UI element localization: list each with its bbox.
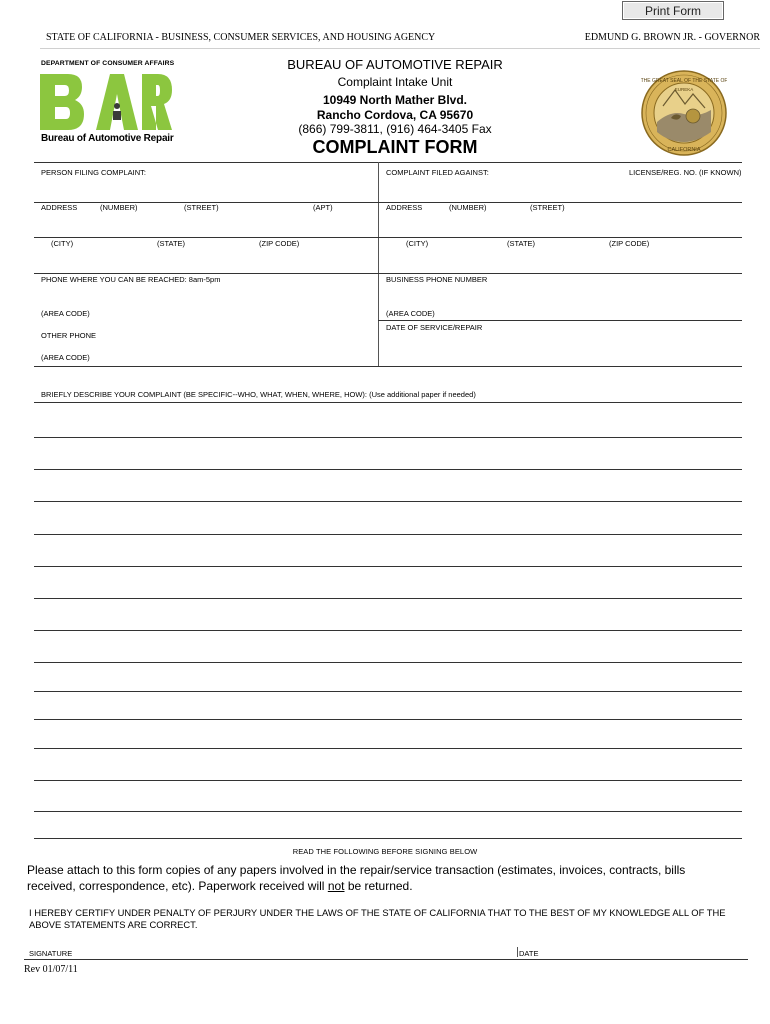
description-line[interactable] [34, 566, 742, 567]
rule-left-2 [34, 237, 378, 238]
svg-text:CALIFORNIA: CALIFORNIA [667, 147, 701, 153]
apt-label: (APT) [313, 203, 333, 212]
address-label-left: ADDRESS [41, 203, 78, 212]
license-label: LICENSE/REG. NO. (IF KNOWN) [629, 168, 742, 177]
state-label-right: (STATE) [507, 239, 536, 248]
other-phone-label: OTHER PHONE [41, 331, 97, 340]
address-label-right: ADDRESS [386, 203, 423, 212]
header-divider [40, 48, 760, 49]
description-line[interactable] [34, 437, 742, 438]
number-label-right: (NUMBER) [449, 203, 487, 212]
area-code-label-left: (AREA CODE) [41, 309, 90, 318]
phone-reach-label: PHONE WHERE YOU CAN BE REACHED: 8am-5pm [41, 275, 221, 284]
address-line-2: Rancho Cordova, CA 95670 [316, 108, 474, 122]
column-divider [378, 162, 379, 366]
governor-header: EDMUND G. BROWN JR. - GOVERNOR [584, 32, 760, 43]
street-label-right: (STREET) [530, 203, 565, 212]
rule-right-4 [378, 320, 742, 321]
description-line[interactable] [34, 469, 742, 470]
certification-statement: I HEREBY CERTIFY UNDER PENALTY OF PERJURY UNDER THE LAWS OF THE STATE OF CALIFORNIA THAT TO THE BEST OF MY KNOWLEDGE ALL OF THE ABOVE STATEMENTS ARE CORRECT. [29, 907, 726, 930]
city-label-left: (CITY) [51, 239, 74, 248]
read-before-signing: READ THE FOLLOWING BEFORE SIGNING BELOW [292, 847, 478, 856]
bar-subtitle: Bureau of Automotive Repair [41, 133, 174, 144]
zip-label-right: (ZIP CODE) [609, 239, 650, 248]
description-line[interactable] [34, 691, 742, 692]
signature-label: SIGNATURE [29, 949, 73, 958]
signature-line[interactable] [24, 959, 748, 960]
revision-label: Rev 01/07/11 [24, 964, 78, 975]
attach-text-before: Please attach to this form copies of any papers involved in the repair/service transaction (estimates, invoices, contracts, bills received, correspondence, etc). Paperwork received will [27, 863, 686, 893]
dca-label: DEPARTMENT OF CONSUMER AFFAIRS [41, 60, 175, 67]
complaint-description-label: BRIEFLY DESCRIBE YOUR COMPLAINT (BE SPECIFIC--WHO, WHAT, WHEN, WHERE, HOW): (Use additional paper if needed) [41, 390, 476, 399]
description-line[interactable] [34, 662, 742, 663]
svg-text:EUREKA: EUREKA [674, 87, 694, 92]
state-label-left: (STATE) [157, 239, 186, 248]
city-label-right: (CITY) [406, 239, 429, 248]
person-filing-label: PERSON FILING COMPLAINT: [41, 168, 147, 177]
rule-left-3 [34, 273, 378, 274]
description-line[interactable] [34, 838, 742, 839]
description-line[interactable] [34, 501, 742, 502]
date-of-service-label: DATE OF SERVICE/REPAIR [386, 323, 483, 332]
rule-full-5 [34, 366, 742, 367]
description-line[interactable] [34, 630, 742, 631]
state-seal-icon [641, 70, 727, 156]
business-phone-label: BUSINESS PHONE NUMBER [386, 275, 488, 284]
date-label: DATE [519, 949, 539, 958]
description-line[interactable] [34, 534, 742, 535]
agency-header: STATE OF CALIFORNIA - BUSINESS, CONSUMER SERVICES, AND HOUSING AGENCY [46, 32, 436, 43]
area-code-label-left-2: (AREA CODE) [41, 353, 90, 362]
svg-text:THE GREAT SEAL OF THE STATE OF: THE GREAT SEAL OF THE STATE OF [641, 78, 727, 84]
description-line[interactable] [34, 402, 742, 403]
intake-unit: Complaint Intake Unit [337, 75, 453, 89]
bar-logo [38, 72, 172, 132]
zip-label-left: (ZIP CODE) [259, 239, 300, 248]
bureau-name: BUREAU OF AUTOMOTIVE REPAIR [287, 57, 503, 72]
date-divider [517, 947, 518, 957]
form-title: COMPLAINT FORM [312, 137, 478, 157]
number-label-left: (NUMBER) [100, 203, 138, 212]
attach-notice [27, 862, 727, 894]
street-label-left: (STREET) [184, 203, 219, 212]
area-code-label-right: (AREA CODE) [386, 309, 435, 318]
description-line[interactable] [34, 719, 742, 720]
form-top-rule [34, 162, 742, 163]
rule-right-2 [378, 237, 742, 238]
description-line[interactable] [34, 748, 742, 749]
print-form-button[interactable]: Print Form [622, 1, 724, 20]
description-line[interactable] [34, 811, 742, 812]
rule-right-3 [378, 273, 742, 274]
attach-not-underlined: not [327, 879, 345, 893]
address-line-1: 10949 North Mather Blvd. [322, 93, 468, 107]
description-line[interactable] [34, 598, 742, 599]
description-line[interactable] [34, 780, 742, 781]
attach-text-after: be returned. [344, 879, 413, 893]
phone-fax: (866) 799-3811, (916) 464-3405 Fax [298, 122, 492, 136]
filed-against-label: COMPLAINT FILED AGAINST: [386, 168, 489, 177]
